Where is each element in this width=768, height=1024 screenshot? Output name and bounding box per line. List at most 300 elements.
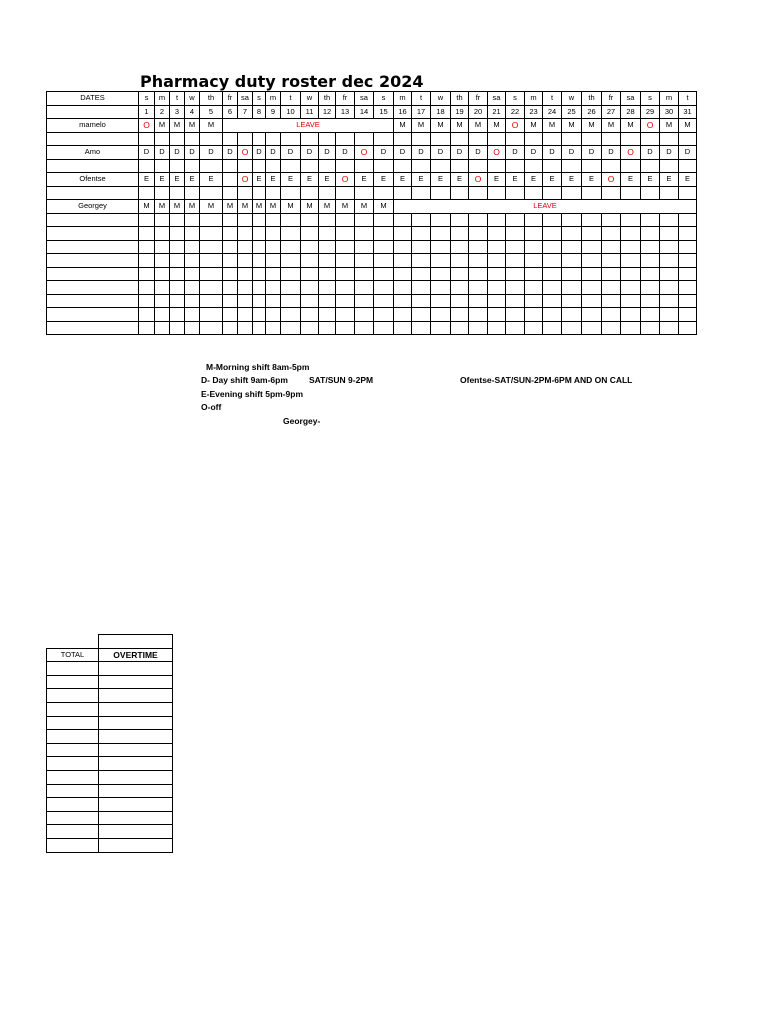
empty-cell bbox=[355, 213, 374, 227]
shift-cell: E bbox=[506, 173, 525, 187]
shift-cell: E bbox=[394, 173, 412, 187]
empty-cell bbox=[223, 267, 238, 281]
empty-cell bbox=[253, 267, 266, 281]
empty-cell bbox=[488, 213, 506, 227]
shift-cell: O bbox=[469, 173, 488, 187]
empty-cell bbox=[223, 308, 238, 322]
date-number-row bbox=[47, 105, 697, 119]
empty-cell bbox=[336, 294, 355, 308]
empty-cell bbox=[525, 227, 543, 241]
shift-cell: D bbox=[582, 146, 602, 160]
leave-cell: LEAVE bbox=[223, 119, 394, 133]
empty-cell bbox=[139, 321, 155, 335]
empty-cell bbox=[679, 240, 697, 254]
weekday-cell: w bbox=[301, 92, 319, 106]
empty-cell bbox=[200, 227, 223, 241]
shift-cell: M bbox=[170, 200, 185, 214]
shift-cell: D bbox=[679, 146, 697, 160]
empty-cell bbox=[374, 281, 394, 295]
date-cell: 23 bbox=[525, 105, 543, 119]
shift-cell: E bbox=[412, 173, 431, 187]
legend-ofentse-note: Ofentse-SAT/SUN-2PM-6PM AND ON CALL bbox=[460, 375, 633, 385]
empty-cell bbox=[336, 186, 355, 200]
empty-cell bbox=[621, 132, 641, 146]
empty-cell bbox=[488, 267, 506, 281]
empty-cell bbox=[155, 213, 170, 227]
empty-cell bbox=[319, 321, 336, 335]
empty-cell bbox=[47, 321, 139, 335]
empty-cell bbox=[543, 281, 562, 295]
empty-cell bbox=[355, 132, 374, 146]
totals-header-row bbox=[47, 648, 173, 662]
empty-cell bbox=[319, 159, 336, 173]
empty-cell bbox=[412, 294, 431, 308]
shift-cell: M bbox=[185, 200, 200, 214]
empty-cell bbox=[355, 308, 374, 322]
empty-cell bbox=[253, 186, 266, 200]
empty-cell bbox=[281, 240, 301, 254]
overtime-cell bbox=[99, 825, 173, 839]
shift-cell: E bbox=[621, 173, 641, 187]
empty-cell bbox=[139, 159, 155, 173]
empty-cell bbox=[47, 254, 139, 268]
shift-cell: M bbox=[451, 119, 469, 133]
empty-cell bbox=[374, 213, 394, 227]
total-cell bbox=[47, 757, 99, 771]
weekday-cell: th bbox=[319, 92, 336, 106]
empty-cell bbox=[223, 186, 238, 200]
date-cell: 8 bbox=[253, 105, 266, 119]
empty-cell bbox=[170, 227, 185, 241]
empty-cell bbox=[562, 267, 582, 281]
legend-georgey-note: Georgey- bbox=[283, 416, 321, 426]
empty-cell bbox=[431, 308, 451, 322]
overtime-totals-table bbox=[46, 634, 173, 853]
shift-cell: D bbox=[319, 146, 336, 160]
totals-row bbox=[47, 811, 173, 825]
weekday-cell: m bbox=[155, 92, 170, 106]
shift-cell: M bbox=[660, 119, 679, 133]
overtime-cell bbox=[99, 811, 173, 825]
empty-row bbox=[47, 308, 697, 322]
empty-cell bbox=[266, 254, 281, 268]
empty-cell bbox=[469, 308, 488, 322]
empty-cell bbox=[301, 267, 319, 281]
empty-cell bbox=[238, 132, 253, 146]
shift-cell: M bbox=[679, 119, 697, 133]
empty-cell bbox=[431, 227, 451, 241]
empty-cell bbox=[562, 227, 582, 241]
empty-cell bbox=[139, 254, 155, 268]
empty-cell bbox=[200, 281, 223, 295]
legend-weekend: SAT/SUN 9-2PM bbox=[309, 375, 374, 385]
staff-row-ofentse bbox=[47, 173, 697, 187]
empty-cell bbox=[582, 132, 602, 146]
empty-cell bbox=[621, 308, 641, 322]
totals-row bbox=[47, 825, 173, 839]
totals-row bbox=[47, 716, 173, 730]
empty-cell bbox=[621, 294, 641, 308]
empty-cell bbox=[266, 267, 281, 281]
empty-cell bbox=[506, 267, 525, 281]
empty-cell bbox=[562, 321, 582, 335]
empty-cell bbox=[641, 186, 660, 200]
shift-cell: M bbox=[431, 119, 451, 133]
empty-cell bbox=[543, 159, 562, 173]
empty-cell bbox=[374, 240, 394, 254]
empty-cell bbox=[641, 281, 660, 295]
empty-cell bbox=[301, 321, 319, 335]
empty-cell bbox=[47, 159, 139, 173]
empty-cell bbox=[582, 254, 602, 268]
empty-cell bbox=[253, 132, 266, 146]
total-header: TOTAL bbox=[47, 648, 99, 662]
shift-cell: E bbox=[431, 173, 451, 187]
empty-cell bbox=[170, 186, 185, 200]
date-cell: 18 bbox=[431, 105, 451, 119]
weekday-cell: fr bbox=[602, 92, 621, 106]
empty-cell bbox=[488, 186, 506, 200]
empty-cell bbox=[660, 213, 679, 227]
date-cell: 24 bbox=[543, 105, 562, 119]
shift-cell: M bbox=[200, 200, 223, 214]
empty-cell bbox=[200, 321, 223, 335]
empty-cell bbox=[200, 240, 223, 254]
empty-cell bbox=[488, 308, 506, 322]
shift-cell: O bbox=[506, 119, 525, 133]
empty-cell bbox=[582, 227, 602, 241]
shift-cell: M bbox=[488, 119, 506, 133]
staff-row-georgey bbox=[47, 200, 697, 214]
empty-cell bbox=[266, 213, 281, 227]
empty-cell bbox=[355, 267, 374, 281]
empty-cell bbox=[525, 186, 543, 200]
empty-cell bbox=[223, 213, 238, 227]
shift-cell: D bbox=[543, 146, 562, 160]
shift-cell: O bbox=[602, 173, 621, 187]
empty-cell bbox=[641, 240, 660, 254]
empty-cell bbox=[543, 132, 562, 146]
empty-cell bbox=[641, 294, 660, 308]
empty-cell bbox=[488, 281, 506, 295]
empty-cell bbox=[469, 321, 488, 335]
empty-cell bbox=[543, 267, 562, 281]
shift-cell: M bbox=[582, 119, 602, 133]
empty-cell bbox=[469, 294, 488, 308]
empty-cell bbox=[660, 267, 679, 281]
empty-cell bbox=[394, 281, 412, 295]
empty-cell bbox=[543, 294, 562, 308]
date-cell: 4 bbox=[185, 105, 200, 119]
empty-cell bbox=[238, 321, 253, 335]
spacer-row bbox=[47, 213, 697, 227]
empty-cell bbox=[562, 294, 582, 308]
shift-cell: M bbox=[562, 119, 582, 133]
date-cell: 16 bbox=[394, 105, 412, 119]
totals-row bbox=[47, 662, 173, 676]
empty-cell bbox=[660, 294, 679, 308]
empty-cell bbox=[431, 132, 451, 146]
empty-cell bbox=[281, 308, 301, 322]
empty-cell bbox=[238, 267, 253, 281]
date-cell: 15 bbox=[374, 105, 394, 119]
shift-cell: O bbox=[238, 146, 253, 160]
empty-row bbox=[47, 281, 697, 295]
shift-cell: M bbox=[281, 200, 301, 214]
empty-cell bbox=[301, 308, 319, 322]
empty-cell bbox=[621, 254, 641, 268]
empty-cell bbox=[412, 254, 431, 268]
empty-cell bbox=[431, 321, 451, 335]
empty-cell bbox=[394, 240, 412, 254]
overtime-cell bbox=[99, 730, 173, 744]
total-cell bbox=[47, 798, 99, 812]
empty-cell bbox=[660, 186, 679, 200]
empty-cell bbox=[641, 132, 660, 146]
empty-cell bbox=[319, 132, 336, 146]
leave-cell: LEAVE bbox=[394, 200, 697, 214]
shift-cell: D bbox=[525, 146, 543, 160]
empty-cell bbox=[355, 159, 374, 173]
empty-cell bbox=[319, 267, 336, 281]
empty-cell bbox=[562, 186, 582, 200]
empty-cell bbox=[336, 240, 355, 254]
overtime-cell bbox=[99, 675, 173, 689]
empty-cell bbox=[355, 281, 374, 295]
shift-cell: D bbox=[253, 146, 266, 160]
duty-roster-table bbox=[46, 91, 697, 335]
empty-cell bbox=[374, 308, 394, 322]
shift-cell: M bbox=[543, 119, 562, 133]
empty-cell bbox=[451, 159, 469, 173]
shift-cell: M bbox=[301, 200, 319, 214]
empty-cell bbox=[679, 254, 697, 268]
empty-cell bbox=[238, 227, 253, 241]
overtime-cell bbox=[99, 689, 173, 703]
shift-cell: D bbox=[266, 146, 281, 160]
total-cell bbox=[47, 730, 99, 744]
empty-cell bbox=[281, 254, 301, 268]
empty-cell bbox=[506, 159, 525, 173]
empty-cell bbox=[451, 321, 469, 335]
empty-cell bbox=[412, 132, 431, 146]
empty-cell bbox=[602, 159, 621, 173]
empty-cell bbox=[602, 227, 621, 241]
empty-cell bbox=[660, 254, 679, 268]
empty-cell bbox=[679, 294, 697, 308]
empty-cell bbox=[660, 159, 679, 173]
total-cell bbox=[47, 743, 99, 757]
empty-cell bbox=[238, 281, 253, 295]
totals-row bbox=[47, 757, 173, 771]
overtime-header: OVERTIME bbox=[99, 648, 173, 662]
empty-cell bbox=[139, 213, 155, 227]
weekday-header-row bbox=[47, 92, 697, 106]
overtime-cell bbox=[99, 784, 173, 798]
empty-cell bbox=[469, 240, 488, 254]
empty-cell bbox=[238, 186, 253, 200]
empty-cell bbox=[543, 213, 562, 227]
overtime-cell bbox=[99, 838, 173, 852]
empty-cell bbox=[139, 294, 155, 308]
shift-cell: D bbox=[185, 146, 200, 160]
empty-cell bbox=[185, 308, 200, 322]
shift-cell: M bbox=[253, 200, 266, 214]
empty-cell bbox=[412, 186, 431, 200]
empty-cell bbox=[253, 227, 266, 241]
empty-cell bbox=[412, 227, 431, 241]
weekday-cell: sa bbox=[621, 92, 641, 106]
total-cell bbox=[47, 825, 99, 839]
shift-cell: D bbox=[301, 146, 319, 160]
empty-cell bbox=[47, 186, 139, 200]
date-cell: 6 bbox=[223, 105, 238, 119]
empty-cell bbox=[506, 294, 525, 308]
empty-cell bbox=[660, 132, 679, 146]
shift-cell: M bbox=[621, 119, 641, 133]
empty-cell bbox=[543, 254, 562, 268]
weekday-cell: fr bbox=[469, 92, 488, 106]
staff-name: Amo bbox=[47, 146, 139, 160]
shift-cell: M bbox=[200, 119, 223, 133]
empty-cell bbox=[281, 294, 301, 308]
legend-evening: E-Evening shift 5pm-9pm bbox=[201, 389, 304, 399]
total-cell bbox=[47, 811, 99, 825]
empty-cell bbox=[431, 294, 451, 308]
shift-cell: D bbox=[602, 146, 621, 160]
weekday-cell: m bbox=[525, 92, 543, 106]
shift-cell: E bbox=[266, 173, 281, 187]
shift-cell: M bbox=[469, 119, 488, 133]
date-cell: 14 bbox=[355, 105, 374, 119]
empty-cell bbox=[200, 213, 223, 227]
empty-cell bbox=[525, 213, 543, 227]
date-cell: 3 bbox=[170, 105, 185, 119]
weekday-cell: t bbox=[543, 92, 562, 106]
empty-cell bbox=[582, 240, 602, 254]
empty-cell bbox=[525, 281, 543, 295]
totals-header-top-row bbox=[47, 635, 173, 649]
empty-cell bbox=[506, 240, 525, 254]
empty-cell bbox=[301, 240, 319, 254]
empty-cell bbox=[374, 267, 394, 281]
date-cell: 1 bbox=[139, 105, 155, 119]
empty-cell bbox=[253, 321, 266, 335]
weekday-cell: s bbox=[253, 92, 266, 106]
empty-cell bbox=[582, 186, 602, 200]
empty-cell bbox=[621, 186, 641, 200]
empty-cell bbox=[543, 240, 562, 254]
empty-cell bbox=[562, 240, 582, 254]
weekday-cell: sa bbox=[488, 92, 506, 106]
empty-cell bbox=[602, 308, 621, 322]
spacer-row bbox=[47, 132, 697, 146]
empty-cell bbox=[266, 240, 281, 254]
shift-cell: E bbox=[281, 173, 301, 187]
empty-cell bbox=[525, 308, 543, 322]
empty-cell bbox=[319, 294, 336, 308]
legend-off: O-off bbox=[201, 402, 222, 412]
total-cell bbox=[47, 716, 99, 730]
empty-row bbox=[47, 321, 697, 335]
empty-cell bbox=[185, 281, 200, 295]
overtime-cell bbox=[99, 716, 173, 730]
empty-cell bbox=[412, 321, 431, 335]
empty-cell bbox=[223, 240, 238, 254]
shift-cell: M bbox=[238, 200, 253, 214]
dates-header-label: DATES bbox=[47, 92, 139, 106]
weekday-cell: th bbox=[451, 92, 469, 106]
empty-cell bbox=[170, 254, 185, 268]
empty-cell bbox=[355, 186, 374, 200]
empty-cell bbox=[200, 308, 223, 322]
empty-cell bbox=[621, 267, 641, 281]
empty-cell bbox=[602, 132, 621, 146]
empty-cell bbox=[47, 227, 139, 241]
totals-row bbox=[47, 689, 173, 703]
empty-cell bbox=[253, 213, 266, 227]
empty-cell bbox=[394, 294, 412, 308]
empty-cell bbox=[679, 321, 697, 335]
empty-cell bbox=[319, 308, 336, 322]
empty-cell bbox=[200, 132, 223, 146]
empty-cell bbox=[266, 281, 281, 295]
empty-cell bbox=[139, 267, 155, 281]
empty-cell bbox=[469, 267, 488, 281]
empty-cell bbox=[223, 321, 238, 335]
shift-cell: D bbox=[281, 146, 301, 160]
empty-cell bbox=[319, 213, 336, 227]
empty-cell bbox=[394, 227, 412, 241]
empty-cell bbox=[679, 308, 697, 322]
empty-cell bbox=[562, 213, 582, 227]
empty-cell bbox=[223, 254, 238, 268]
shift-cell: E bbox=[488, 173, 506, 187]
weekday-cell: fr bbox=[223, 92, 238, 106]
weekday-cell: t bbox=[412, 92, 431, 106]
empty-cell bbox=[266, 321, 281, 335]
empty-cell bbox=[431, 254, 451, 268]
total-cell bbox=[47, 662, 99, 676]
overtime-cell bbox=[99, 770, 173, 784]
empty-cell bbox=[621, 240, 641, 254]
empty-cell bbox=[253, 159, 266, 173]
empty-cell bbox=[469, 213, 488, 227]
empty-cell bbox=[562, 159, 582, 173]
empty-cell bbox=[319, 281, 336, 295]
date-cell: 21 bbox=[488, 105, 506, 119]
empty-row bbox=[47, 254, 697, 268]
date-cell: 19 bbox=[451, 105, 469, 119]
shift-cell: M bbox=[223, 200, 238, 214]
shift-cell: O bbox=[641, 119, 660, 133]
empty-cell bbox=[394, 213, 412, 227]
empty-cell bbox=[488, 254, 506, 268]
empty-cell bbox=[336, 321, 355, 335]
empty-cell bbox=[451, 227, 469, 241]
shift-cell: M bbox=[139, 200, 155, 214]
empty-cell bbox=[223, 132, 238, 146]
empty-cell bbox=[155, 186, 170, 200]
total-cell bbox=[47, 689, 99, 703]
shift-cell: D bbox=[155, 146, 170, 160]
shift-cell: E bbox=[139, 173, 155, 187]
empty-cell bbox=[641, 159, 660, 173]
empty-cell bbox=[525, 254, 543, 268]
totals-row bbox=[47, 702, 173, 716]
empty-cell bbox=[525, 321, 543, 335]
empty-cell bbox=[319, 227, 336, 241]
